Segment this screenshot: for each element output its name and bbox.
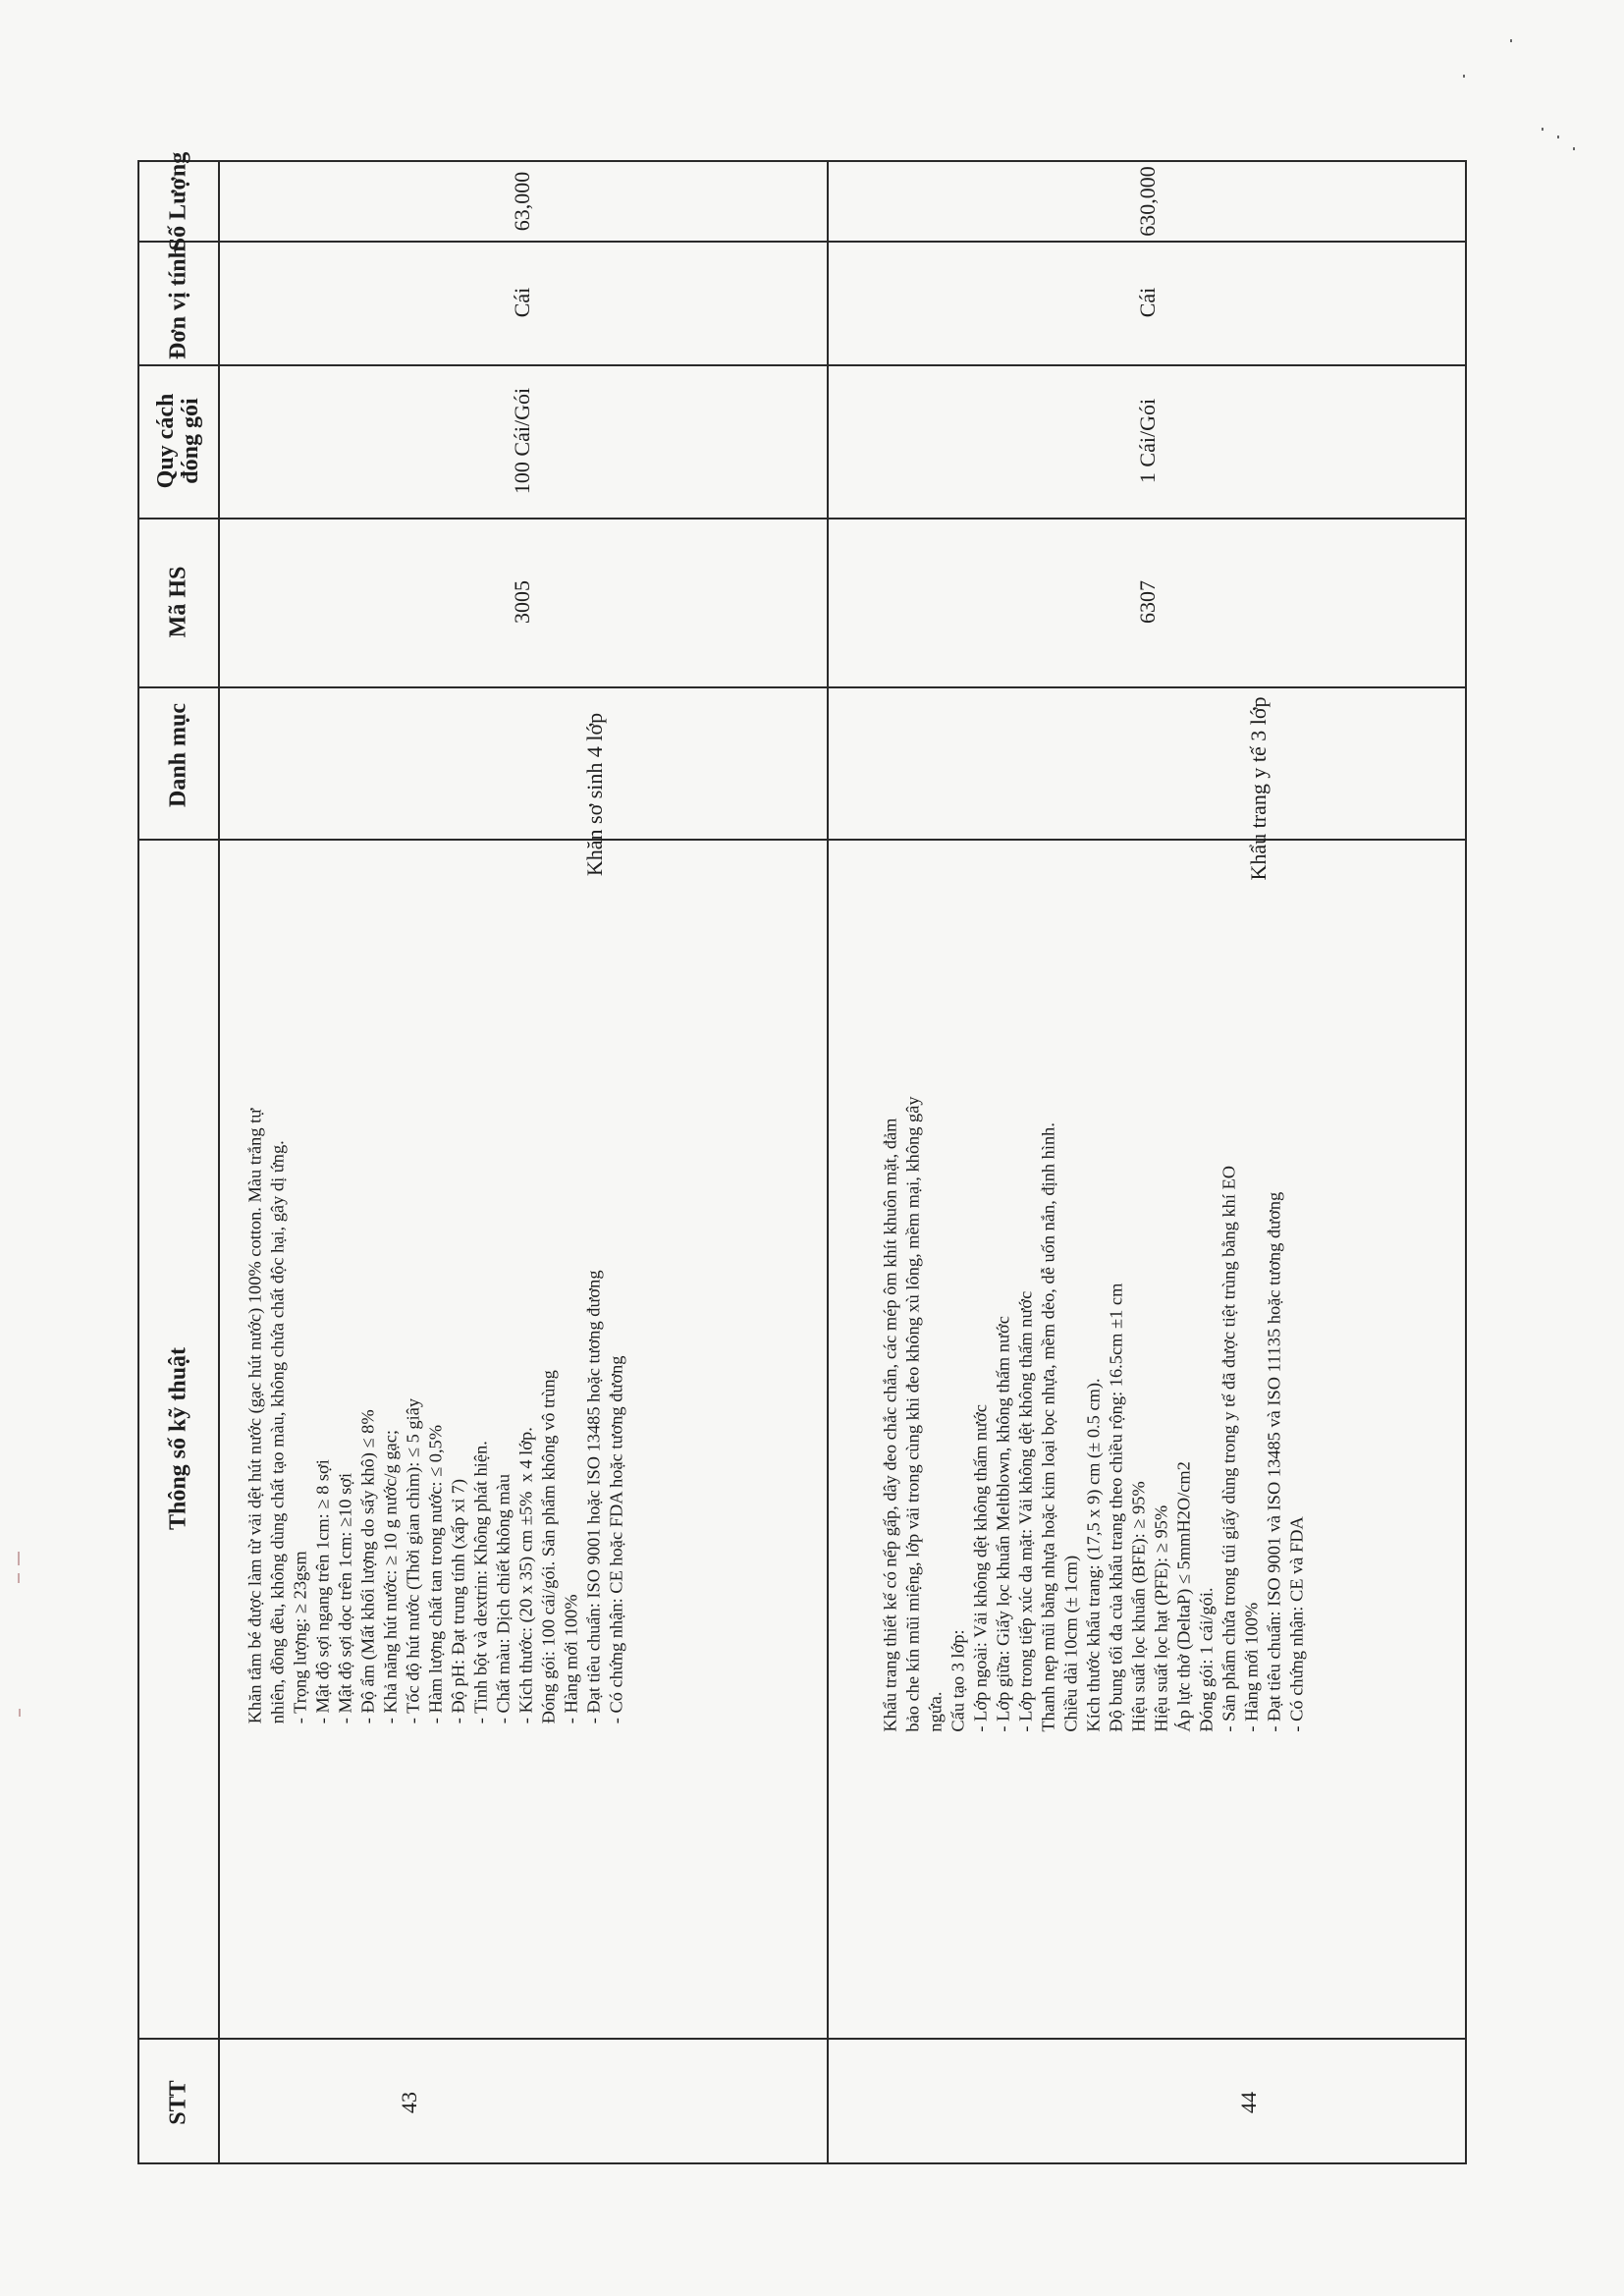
ma-hs-value: 3005 [510,580,534,624]
ma-hs-value: 6307 [1135,580,1160,624]
cell-ma-hs [218,518,827,686]
cell-thong-so [827,839,1469,2038]
danh-muc-value: Khăn sơ sinh 4 lớp [582,712,607,877]
cell-don-vi [218,241,827,364]
header-so-luong [139,151,218,251]
header-danh-muc [139,686,218,839]
scan-speck [1463,75,1465,78]
header-stt [139,2038,218,2166]
cell-don-vi [827,241,1469,364]
cell-thong-so [218,839,827,2038]
don-vi-value: Cái [1135,287,1160,318]
thong-so-text: Khăn tắm bé được làm từ vải dệt hút nước (gạc hút nước) 100% cotton. Màu trắng tự nhiên, đồng đều, không dùng chất tạo màu, không chứa chất độc hại, gây dị ứng. - Trọng lượng: ≥ 23gsm - Mật độ sợi ngang trên 1cm: ≥ 8 sợi - Mật độ sợi dọc trên 1cm: ≥10 sợi - Độ ẩm (Mất khối lượng do sấy khô) ≤ 8% - Khả năng hút nước: ≥ 10 g nước/g gạc; - Tốc độ hút nước (Thời gian chìm): ≤ 5 giây - Hàm lượng chất tan trong nước: ≤ 0,5% - Độ pH: Đạt trung tính (xấp xỉ 7) - Tinh bột và dextrin: Không phát hiện. - Chất màu: Dịch chiết không màu - Kích thước: (20 x 35) cm ±5% x 4 lớp. Đóng gói: 100 cái/gói. Sản phẩm không vô trùng - Hàng mới 100% - Đạt tiêu chuẩn: ISO 9001 hoặc ISO 13485 hoặc tương đương - Có chứng nhận: CE hoặc FDA hoặc tương đương [244,1108,626,1724]
cell-danh-muc [827,686,1469,881]
so-luong-value: 63,000 [510,171,534,232]
specification-table [137,151,1467,2164]
header-quy-cach [139,364,218,518]
scan-speck [1573,147,1575,150]
cell-ma-hs [827,518,1469,686]
cell-quy-cach [827,364,1469,518]
cell-stt [218,2038,827,2166]
scan-mark [18,1552,20,1565]
so-luong-value: 630,000 [1135,166,1160,237]
header-thong-so [139,839,218,2038]
scan-speck [1510,39,1512,42]
header-text: Mã HS [165,566,191,638]
header-text: Số Lượng [165,151,191,251]
header-text: STT [165,2079,191,2125]
thong-so-text: Khẩu trang thiết kế có nếp gấp, dây đeo chắc chắn, các mép ôm khít khuôn mặt, đảm bảo che kín mũi miệng, lớp vải trong cùng khi đeo không xù lông, mềm mại, không gây ngứa. Cấu tạo 3 lớp: - Lớp ngoài: Vải không dệt không thấm nước - Lớp giữa: Giấy lọc khuẩn Meltblown, không thấm nước - Lớp trong tiếp xúc da mặt: Vải không dệt không thấm nước Thanh nẹp mũi bằng nhựa hoặc kim loại bọc nhựa, mềm dẻo, dễ uốn nắn, định hình. Chiều dài 10cm (± 1cm) Kích thước khẩu trang: (17,5 x 9) cm (± 0.5 cm). Độ bung tối đa của khẩu trang theo chiều rộng: 16.5cm ±1 cm Hiệu suất lọc khuẩn (BFE): ≥ 95% Hiệu suất lọc hạt (PFE): ≥ 95% Áp lực thở (DeltaP) ≤ 5mmH2O/cm2 Đóng gói: 1 cái/gói. - Sản phẩm chứa trong túi giấy dùng trong y tế đã được tiệt trùng bằng khí EO - Hàng mới 100% - Đạt tiêu chuẩn: ISO 9001 và ISO 13485 và ISO 11135 hoặc tương đương - Có chứng nhận: CE và FDA [880,1096,1307,1732]
scan-speck [1542,128,1543,131]
quy-cach-value: 1 Cái/Gói [1135,398,1160,484]
header-text: Danh mục [165,702,191,807]
header-text: Đơn vị tính [165,246,191,359]
danh-muc-value: Khẩu trang y tế 3 lớp [1246,696,1271,881]
stt-value: 44 [1236,2091,1261,2113]
scan-speck [1557,136,1559,138]
cell-danh-muc [218,686,827,877]
cell-so-luong [827,162,1469,241]
cell-so-luong [218,162,827,241]
scan-mark [19,1709,21,1717]
quy-cach-value: 100 Cái/Gói [510,387,534,495]
cell-stt [827,2038,1469,2166]
header-ma-hs [139,518,218,686]
header-text: Thông số kỹ thuật [165,1346,191,1530]
scan-mark [18,1573,20,1583]
stt-value: 43 [397,2091,421,2113]
header-text: Quy cách đóng gói [152,393,203,489]
header-don-vi [139,241,218,364]
don-vi-value: Cái [510,287,534,318]
cell-quy-cach [218,364,827,518]
